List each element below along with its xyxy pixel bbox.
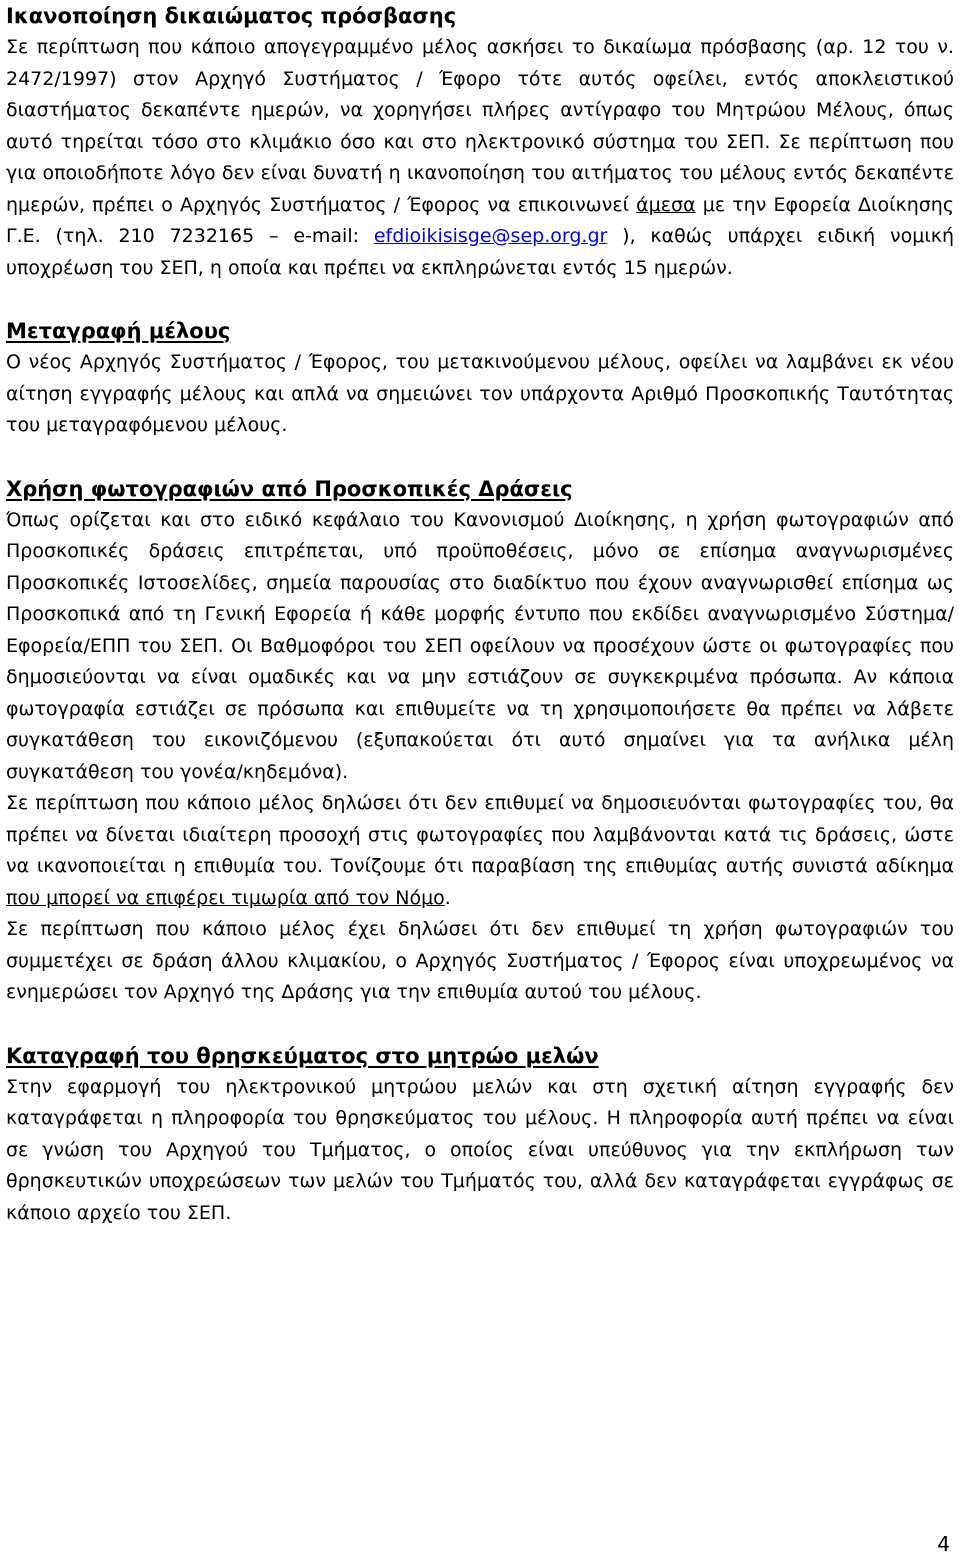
paragraph-access-right	[6, 32, 954, 284]
section-access-right	[6, 0, 954, 284]
text-span: .	[444, 886, 451, 909]
heading-photo-usage: Χρήση φωτογραφιών από Προσκοπικές Δράσεις	[6, 476, 573, 501]
text-span: με την Εφορεία Διοίκησης Γ.Ε. (τηλ. 210 7232165 – e-mail:	[6, 193, 955, 247]
paragraph-religion-record: Στην εφαρμογή του ηλεκτρονικού μητρώου μελών και στη σχετική αίτηση εγγραφής δεν καταγράφεται η πληροφορία του θρησκεύματος του μέλους. Η πληροφορία αυτή πρέπει να είναι σε γνώση του Αρχηγού του Τμήματος, ο οποίος είναι υπεύθυνος για την εκπλήρωση των θρησκευτικών υποχρεώσεων των μελών του Τμήματός του, αλλά δεν καταγράφεται εγγράφως σε κάποιο αρχείο του ΣΕΠ.	[6, 1075, 954, 1224]
text-span: Σε περίπτωση που κάποιο απογεγραμμένο μέλος ασκήσει το δικαίωμα πρόσβασης (αρ. 12 του ν. 2472/1997) στον Αρχηγό Συστήματος / Έφορο τότε αυτός οφείλει, εντός αποκλειστικού διαστήματος δεκαπέντε ημερών, να χορηγήσει πλήρες αντίγραφο του Μητρώου Μέλους, όπως αυτό τηρείται τόσο στο κλιμάκιο όσο και στο ηλεκτρονικό σύστημα του ΣΕΠ. Σε περίπτωση που για οποιοδήποτε λόγο δεν είναι δυνατή η ικανοποίηση του αιτήματος του μέλους εντός δεκαπέντε ημερών, πρέπει ο Αρχηγός Συστήματος / Έφορος να επικοινωνεί	[6, 36, 954, 216]
section-spacer	[6, 1009, 954, 1040]
section-spacer	[6, 284, 954, 315]
emphasis-penalty: που μπορεί να επιφέρει τιμωρία από τον Νόμο	[6, 886, 445, 909]
section-photo-usage	[6, 473, 954, 1009]
paragraph-photo-usage-1: Όπως ορίζεται και στο ειδικό κεφάλαιο του Κανονισμού Διοίκησης, η χρήση φωτογραφιών από Προσκοπικές δράσεις επιτρέπεται, υπό προϋποθέσεις, μόνο σε επίσημα αναγνωρισμένες Προσκοπικές Ιστοσελίδες, σημεία παρουσίας στο διαδίκτυο που έχουν αναγνωρισθεί επίσημα ως Προσκοπικά από τη Γενική Εφορεία ή κάθε μορφής έντυπο που εκδίδει αναγνωρισμένο Σύστημα/Εφορεία/ΕΠΠ του ΣΕΠ. Οι Βαθμοφόροι του ΣΕΠ οφείλουν να προσέχουν ώστε οι φωτογραφίες που δημοσιεύονται να είναι ομαδικές και να μην εστιάζουν σε συγκεκριμένα πρόσωπα. Αν κάποια φωτογραφία εστιάζει σε πρόσωπα και επιθυμείτε να τη χρησιμοποιήσετε θα πρέπει να λάβετε συγκατάθεση του εικονιζόμενου (εξυπακούεται ότι αυτό σημαίνει για τα ανήλικα μέλη συγκατάθεση του γονέα/κηδεμόνα).	[6, 508, 954, 783]
document-page	[6, 0, 954, 1229]
paragraph-photo-usage-2	[6, 788, 954, 914]
section-member-transfer	[6, 315, 954, 442]
text-span: Σε περίπτωση που κάποιο μέλος δηλώσει ότι δεν επιθυμεί να δημοσιευόνται φωτογραφίες του, θα πρέπει να δίνεται ιδιαίτερη προσοχή στις φωτογραφίες που λαμβάνονται κατά τις δράσεις, ώστε να ικανοποιείται η επιθυμία του. Τονίζουμε ότι παραβίαση της επιθυμίας αυτής συνιστά αδίκημα	[6, 792, 954, 877]
emphasis-immediately: άμεσα	[636, 193, 696, 216]
heading-access-right: Ικανοποίηση δικαιώματος πρόσβασης	[6, 4, 457, 28]
section-religion-record	[6, 1040, 954, 1230]
text-span: ), καθώς υπάρχει ειδική νομική υποχρέωση του ΣΕΠ, η οποία και πρέπει να εκπληρώνεται εντός 15 ημερών.	[6, 225, 954, 279]
heading-member-transfer: Μεταγραφή μέλους	[6, 319, 231, 343]
paragraph-photo-usage-3: Σε περίπτωση που κάποιο μέλος έχει δηλώσει ότι δεν επιθυμεί τη χρήση φωτογραφιών του συμμετέχει σε δράση άλλου κλιμακίου, ο Αρχηγός Συστήματος / Έφορος είναι υποχρεωμένος να ενημερώσει τον Αρχηγό της Δράσης για την επιθυμία αυτού του μέλους.	[6, 918, 954, 1003]
page-number: 4	[937, 1532, 950, 1556]
heading-religion-record: Καταγραφή του θρησκεύματος στο μητρώο μελών	[6, 1043, 599, 1068]
email-link[interactable]: efdioikisisge@sep.org.gr	[373, 225, 608, 247]
paragraph-member-transfer: Ο νέος Αρχηγός Συστήματος / Έφορος, του μετακινούμενου μέλους, οφείλει να λαμβάνει εκ νέου αίτηση εγγραφής μέλους και απλά να σημειώνει τον υπάρχοντα Αριθμό Προσκοπικής Ταυτότητας του μεταγραφόμενου μέλους.	[6, 351, 954, 436]
section-spacer	[6, 442, 954, 473]
